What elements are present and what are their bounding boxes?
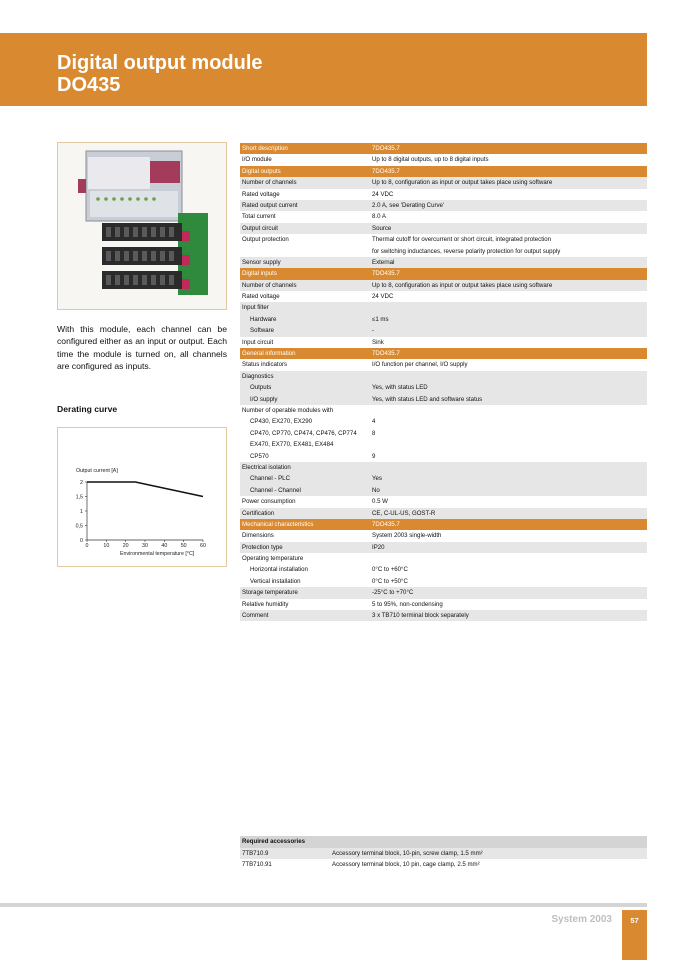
spec-label: Status indicators (242, 361, 288, 369)
spec-value: Yes, with status LED (372, 384, 428, 392)
spec-value: External (372, 258, 395, 266)
spec-label: Input filter (242, 304, 269, 312)
x-tick-label: 0 (85, 543, 89, 549)
spec-label: Operating temperature (242, 555, 304, 563)
spec-value: Up to 8, configuration as input or output takes place using software (372, 179, 553, 187)
y-tick-label: 1,5 (75, 494, 83, 501)
title-line-1: Digital output module (57, 52, 263, 74)
x-tick-label: 30 (142, 543, 148, 549)
accessory-code: 7TB710.91 (242, 861, 272, 868)
spec-value: 7DO435.7 (372, 350, 400, 358)
spec-table (240, 143, 647, 621)
spec-value: Yes, with status LED and software status (372, 395, 483, 403)
spec-row (240, 473, 647, 484)
spec-row (240, 530, 647, 541)
spec-label: Storage temperature (242, 589, 298, 597)
spec-value: IP20 (372, 543, 385, 551)
spec-value: 24 VDC (372, 293, 394, 301)
x-tick-label: 10 (103, 543, 110, 549)
spec-row (240, 337, 647, 348)
derating-line (87, 482, 203, 497)
spec-label: Vertical installation (250, 577, 301, 585)
page-number-tab (622, 910, 647, 960)
spec-value: System 2003 single-width (372, 532, 442, 540)
spec-row (240, 371, 647, 382)
y-tick-label: 2 (80, 479, 83, 486)
spec-row (240, 451, 647, 462)
spec-row (240, 519, 647, 530)
spec-label: Digital inputs (242, 270, 277, 278)
derating-chart (57, 427, 227, 567)
spec-value: 7DO435.7 (372, 520, 400, 528)
spec-value: 2.0 A, see 'Derating Curve' (372, 201, 445, 209)
spec-value: I/O function per channel, I/O supply (372, 361, 468, 369)
spec-row (240, 405, 647, 416)
spec-label: Outputs (250, 384, 272, 392)
spec-label: I/O module (242, 156, 272, 164)
spec-value: ≤1 ms (372, 315, 389, 323)
spec-value: for switching inductances, reverse polarity protection for output supply (372, 247, 561, 255)
spec-label: Rated output current (242, 201, 298, 209)
spec-row (240, 257, 647, 268)
spec-row (240, 508, 647, 519)
footer-rule (0, 903, 647, 907)
spec-label: I/O supply (250, 395, 278, 403)
spec-row (240, 416, 647, 427)
spec-label: Channel - PLC (250, 475, 290, 483)
spec-label: Number of operable modules with (242, 406, 334, 414)
spec-label: Mechanical characteristics (242, 520, 314, 528)
spec-row (240, 462, 647, 473)
module-photo (57, 142, 227, 310)
spec-value: Yes (372, 475, 382, 483)
spec-label: Dimensions (242, 532, 274, 540)
spec-row (240, 177, 647, 188)
spec-row (240, 291, 647, 302)
spec-row (240, 428, 647, 439)
spec-row (240, 166, 647, 177)
accessories-heading: Required accessories (240, 836, 647, 848)
spec-label: Number of channels (242, 179, 297, 187)
spec-value: 0.5 W (372, 498, 388, 506)
accessory-description: Accessory terminal block, 10-pin, screw clamp, 1.5 mm² (332, 849, 483, 857)
spec-label: Rated voltage (242, 293, 280, 301)
spec-value: 5 to 95%, non-condensing (372, 600, 443, 608)
spec-value: CE, C-UL-US, GOST-R (372, 509, 436, 517)
spec-label: Sensor supply (242, 258, 281, 266)
spec-row (240, 382, 647, 393)
spec-label: Protection type (242, 543, 283, 551)
spec-value: Source (372, 224, 392, 232)
x-tick-label: 40 (161, 543, 168, 549)
spec-label: Total current (242, 213, 276, 221)
spec-label: Short description (242, 145, 288, 152)
spec-label: Output protection (242, 236, 289, 244)
spec-value: 9 (372, 452, 376, 460)
spec-row (240, 610, 647, 621)
x-tick-label: 50 (180, 543, 187, 549)
spec-row (240, 553, 647, 564)
spec-label: Power consumption (242, 498, 296, 506)
spec-row (240, 496, 647, 507)
spec-label: Digital outputs (242, 167, 281, 175)
spec-row (240, 143, 647, 154)
spec-label: Channel - Channel (250, 486, 301, 494)
y-tick-label: 0 (80, 537, 83, 544)
page-number: 57 (630, 916, 639, 925)
spec-row (240, 200, 647, 211)
intro-paragraph: With this module, each channel can be configured either as an input or output. Each time the module is turned on, all channels are configured as inputs. (57, 324, 227, 371)
spec-row (240, 587, 647, 598)
spec-value: No (372, 486, 380, 494)
accessory-row (240, 859, 647, 871)
spec-value: - (372, 327, 375, 335)
y-axis-label: Output current [A] (76, 468, 118, 474)
spec-value: 4 (372, 418, 376, 426)
spec-value: 24 VDC (372, 190, 394, 198)
spec-row (240, 234, 647, 245)
spec-label: Relative humidity (242, 600, 289, 608)
spec-value: Sink (372, 338, 384, 346)
spec-value: 3 x TB710 terminal block separately (372, 612, 469, 620)
accessory-row (240, 848, 647, 860)
spec-row (240, 302, 647, 313)
spec-row (240, 485, 647, 496)
spec-label: CP430, EX270, EX290 (250, 418, 312, 426)
spec-row (240, 268, 647, 279)
spec-row (240, 246, 647, 257)
spec-row (240, 211, 647, 222)
page-title (57, 52, 263, 96)
spec-label: CP570 (250, 452, 269, 460)
spec-value: 0°C to +50°C (372, 577, 408, 585)
spec-value: 7DO435.7 (372, 145, 400, 152)
spec-row (240, 576, 647, 587)
spec-label: Horizontal installation (250, 566, 308, 574)
spec-value: Up to 8 digital outputs, up to 8 digital inputs (372, 156, 489, 164)
spec-row (240, 325, 647, 336)
derating-heading: Derating curve (57, 404, 118, 414)
spec-value: 8 (372, 429, 376, 437)
spec-label: Hardware (250, 315, 277, 323)
spec-value: 0°C to +60°C (372, 566, 408, 574)
spec-row (240, 314, 647, 325)
spec-label: Number of channels (242, 281, 297, 289)
x-tick-label: 60 (200, 543, 206, 549)
spec-row (240, 280, 647, 291)
title-line-2: DO435 (57, 74, 121, 96)
spec-row (240, 359, 647, 370)
spec-row (240, 564, 647, 575)
accessory-code: 7TB710.9 (242, 849, 269, 857)
spec-label: Software (250, 327, 275, 335)
spec-label: EX470, EX770, EX481, EX484 (250, 441, 334, 449)
spec-value: 7DO435.7 (372, 167, 400, 175)
spec-value: Up to 8, configuration as input or output takes place using software (372, 281, 553, 289)
spec-label: General information (242, 350, 296, 358)
accessories-table (240, 836, 647, 871)
spec-label: Input circuit (242, 338, 274, 346)
x-tick-label: 20 (122, 543, 129, 549)
accessory-description: Accessory terminal block, 10 pin, cage clamp, 2.5 mm² (332, 861, 480, 868)
spec-value: Thermal cutoff for overcurrent or short circuit, integrated protection (372, 236, 552, 244)
spec-label: Diagnostics (242, 372, 274, 380)
x-axis-label: Environmental temperature [°C] (120, 551, 195, 557)
spec-row (240, 394, 647, 405)
spec-row (240, 542, 647, 553)
spec-row (240, 154, 647, 165)
module-illustration (58, 143, 228, 311)
spec-label: Rated voltage (242, 190, 280, 198)
spec-label: CP470, CP770, CP474, CP476, CP774 (250, 429, 357, 437)
spec-value: -25°C to +70°C (372, 589, 414, 597)
y-tick-label: 1 (80, 508, 83, 515)
spec-label: Electrical isolation (242, 463, 291, 471)
spec-row (240, 599, 647, 610)
spec-label: Output circuit (242, 224, 278, 232)
spec-value: 7DO435.7 (372, 270, 400, 278)
chart-svg (58, 428, 228, 568)
spec-label: Comment (242, 612, 269, 620)
spec-label: Certification (242, 509, 275, 517)
spec-row (240, 223, 647, 234)
y-tick-label: 0,5 (75, 523, 83, 530)
spec-value: 8.0 A (372, 213, 386, 221)
spec-row (240, 439, 647, 450)
spec-row (240, 189, 647, 200)
spec-row (240, 348, 647, 359)
footer-system-name: System 2003 (551, 914, 612, 925)
